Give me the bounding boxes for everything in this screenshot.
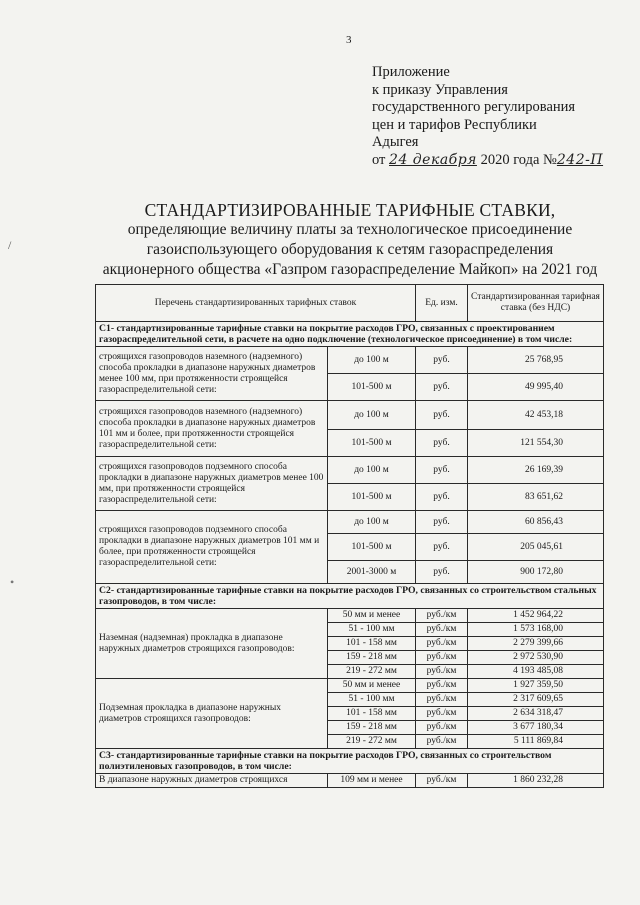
range-cell: до 100 м <box>328 347 416 374</box>
table-row <box>96 457 604 484</box>
unit-cell: руб./км <box>416 735 468 749</box>
value-cell: 3 677 180,34 <box>468 721 604 735</box>
value-cell: 83 651,62 <box>468 484 604 511</box>
section-title: С1- стандартизированные тарифные ставки на покрытие расходов ГРО, связанных с проектированием газораспределительной сети, в расчете на одно подключение (технологическое присоединение) в том числе: <box>96 322 604 347</box>
appendix-block <box>372 64 612 169</box>
appendix-line: государственного регулирования <box>372 99 576 115</box>
section-row <box>96 322 604 347</box>
range-cell: 219 - 272 мм <box>328 735 416 749</box>
value-cell: 42 453,18 <box>468 401 604 430</box>
header-rate: Стандартизированная тарифная ставка (без НДС) <box>468 285 604 322</box>
group-description: строящихся газопроводов подземного способа прокладки в диапазоне наружных диаметров менее 100 мм, при протяженности строящейся газораспределительной сети: <box>96 457 328 511</box>
unit-cell: руб./км <box>416 693 468 707</box>
title-line: газоиспользующего оборудования к сетям газораспределения <box>146 241 554 258</box>
page-number: 3 <box>346 34 352 46</box>
value-cell: 2 634 318,47 <box>468 707 604 721</box>
margin-mark: • <box>10 575 15 589</box>
unit-cell: руб./км <box>416 609 468 623</box>
range-cell: 101-500 м <box>328 374 416 401</box>
value-cell: 205 045,61 <box>468 534 604 561</box>
range-cell: 50 мм и менее <box>328 679 416 693</box>
unit-cell: руб./км <box>416 637 468 651</box>
unit-cell: руб./км <box>416 623 468 637</box>
title-main: СТАНДАРТИЗИРОВАННЫЕ ТАРИФНЫЕ СТАВКИ, <box>144 200 556 220</box>
unit-cell: руб./км <box>416 721 468 735</box>
range-cell: до 100 м <box>328 457 416 484</box>
margin-mark: / <box>8 238 12 252</box>
range-cell: 101 - 158 мм <box>328 707 416 721</box>
range-cell: 2001-3000 м <box>328 561 416 584</box>
unit-cell: руб./км <box>416 651 468 665</box>
range-cell: 159 - 218 мм <box>328 721 416 735</box>
group-description: Подземная прокладка в диапазоне наружных диаметров строящихся газопроводов: <box>96 679 328 749</box>
value-cell: 1 573 168,00 <box>468 623 604 637</box>
section-row <box>96 584 604 609</box>
tariff-table <box>95 284 604 788</box>
value-cell: 2 972 530,90 <box>468 651 604 665</box>
value-cell: 1 927 359,50 <box>468 679 604 693</box>
range-cell: 50 мм и менее <box>328 609 416 623</box>
section-title: С3- стандартизированные тарифные ставки на покрытие расходов ГРО, связанных со строительством полиэтиленовых газопроводов, в том числе: <box>96 749 604 774</box>
header-unit: Ед. изм. <box>416 285 468 322</box>
unit-cell: руб./км <box>416 665 468 679</box>
date-year: 2020 года № <box>480 151 557 168</box>
unit-cell: руб. <box>416 511 468 534</box>
group-description: Наземная (надземная) прокладка в диапазоне наружных диаметров строящихся газопроводов: <box>96 609 328 679</box>
value-cell: 60 856,43 <box>468 511 604 534</box>
value-cell: 25 768,95 <box>468 347 604 374</box>
group-description: строящихся газопроводов подземного способа прокладки в диапазоне наружных диаметров 101 мм и более, при протяженности строящейся газораспределительной сети: <box>96 511 328 584</box>
handwritten-number: 242-П <box>556 151 604 168</box>
range-cell: 101-500 м <box>328 484 416 511</box>
range-cell: 219 - 272 мм <box>328 665 416 679</box>
value-cell: 26 169,39 <box>468 457 604 484</box>
table-row <box>96 401 604 430</box>
range-cell: до 100 м <box>328 401 416 430</box>
table-row <box>96 774 604 788</box>
unit-cell: руб. <box>416 484 468 511</box>
range-cell: 51 - 100 мм <box>328 623 416 637</box>
unit-cell: руб. <box>416 374 468 401</box>
appendix-line: Адыгея <box>372 134 419 150</box>
unit-cell: руб./км <box>416 774 468 788</box>
unit-cell: руб. <box>416 401 468 430</box>
group-description: строящихся газопроводов наземного (надземного) способа прокладки в диапазоне наружных диаметров 101 мм и более, при протяженности строящейся газораспределительной сети: <box>96 401 328 457</box>
unit-cell: руб. <box>416 561 468 584</box>
table-row <box>96 511 604 534</box>
unit-cell: руб. <box>416 457 468 484</box>
section-title: С2- стандартизированные тарифные ставки на покрытие расходов ГРО, связанных со строительством стальных газопроводов, в том числе: <box>96 584 604 609</box>
value-cell: 5 111 869,84 <box>468 735 604 749</box>
table-header-row <box>96 285 604 322</box>
unit-cell: руб./км <box>416 707 468 721</box>
unit-cell: руб. <box>416 347 468 374</box>
appendix-line: Приложение <box>372 64 450 80</box>
range-cell: 51 - 100 мм <box>328 693 416 707</box>
group-description: строящихся газопроводов наземного (надземного) способа прокладки в диапазоне наружных диаметров менее 100 мм, при протяженности строящейся газораспределительной сети: <box>96 347 328 401</box>
value-cell: 1 860 232,28 <box>468 774 604 788</box>
title-line: определяющие величину платы за технологическое присоединение <box>127 221 573 238</box>
value-cell: 900 172,80 <box>468 561 604 584</box>
table-row <box>96 347 604 374</box>
unit-cell: руб. <box>416 534 468 561</box>
value-cell: 2 279 399,66 <box>468 637 604 651</box>
title-line: акционерного общества «Газпром газораспределение Майкоп» на 2021 год <box>102 261 598 278</box>
table-row <box>96 679 604 693</box>
value-cell: 4 193 485,08 <box>468 665 604 679</box>
group-description: В диапазоне наружных диаметров строящихся <box>96 774 328 788</box>
unit-cell: руб./км <box>416 679 468 693</box>
date-prefix: от <box>372 151 386 168</box>
header-list: Перечень стандартизированных тарифных ставок <box>96 285 416 322</box>
range-cell: до 100 м <box>328 511 416 534</box>
table-row <box>96 609 604 623</box>
appendix-line: к приказу Управления <box>372 81 508 98</box>
range-cell: 101 - 158 мм <box>328 637 416 651</box>
unit-cell: руб. <box>416 430 468 457</box>
value-cell: 1 452 964,22 <box>468 609 604 623</box>
section-row <box>96 749 604 774</box>
range-cell: 159 - 218 мм <box>328 651 416 665</box>
value-cell: 49 995,40 <box>468 374 604 401</box>
appendix-line: цен и тарифов Республики <box>372 116 537 133</box>
range-cell: 109 мм и менее <box>328 774 416 788</box>
appendix-date-line <box>372 152 612 170</box>
value-cell: 121 554,30 <box>468 430 604 457</box>
range-cell: 101-500 м <box>328 534 416 561</box>
handwritten-date: 24 декабря <box>389 151 477 168</box>
value-cell: 2 317 609,65 <box>468 693 604 707</box>
document-title <box>90 200 610 280</box>
range-cell: 101-500 м <box>328 430 416 457</box>
